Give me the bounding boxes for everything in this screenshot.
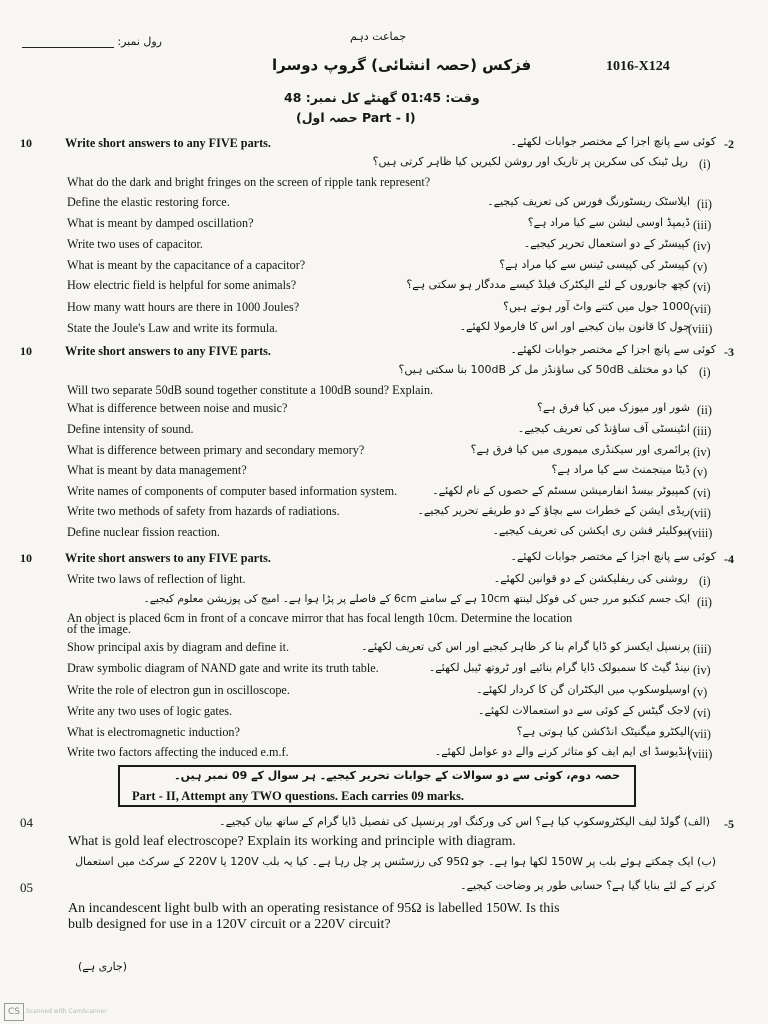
q3-part-1-num: (i) — [699, 365, 711, 379]
q3-heading-ur: کوئی سے پانچ اجزا کے مختصر جوابات لکھئے۔ — [510, 343, 716, 356]
q5a-en: What is gold leaf electroscope? Explain its working and principle with diagram. — [68, 834, 516, 849]
q2-part-8-ur: جول کا قانون بیان کیجیے اور اس کا فارمولا لکھئے۔ — [459, 320, 690, 333]
q4-part-8-ur: انڈیوسڈ ای ایم ایف کو متاثر کرنے والے دو عوامل لکھئے۔ — [434, 745, 690, 758]
roll-number-label: رول نمبر: — [117, 35, 162, 48]
q4-part-8-num: (viii) — [688, 747, 713, 761]
q3-part-2-en: What is difference between noise and music? — [67, 401, 288, 415]
q3-part-7-num: (vii) — [690, 506, 711, 520]
q5b-en-cont: bulb designed for use in a 120V circuit or a 220V circuit? — [68, 917, 391, 932]
q3-part-5-num: (v) — [693, 465, 708, 479]
q3-part-3-ur: انٹینسٹی آف ساؤنڈ کی تعریف کیجیے۔ — [517, 422, 690, 435]
q2-part-8-num: (viii) — [688, 322, 713, 336]
q3-part-4-ur: پرائمری اور سیکنڈری میموری میں کیا فرق ہے؟ — [470, 443, 690, 456]
q4-part-1-num: (i) — [699, 574, 711, 588]
q2-part-6-ur: کچھ جانوروں کے لئے الیکٹرک فیلڈ کیسے مددگار ہو سکتی ہے؟ — [406, 278, 690, 291]
q3-part-6-en: Write names of components of computer based information system. — [67, 484, 398, 498]
q4-part-2-en-cont: of the image. — [67, 622, 131, 636]
q2-part-3-num: (iii) — [693, 218, 712, 232]
q4-part-4-ur: نینڈ گیٹ کا سمبولک ڈایا گرام بنائیے اور ٹروتھ ٹیبل لکھئے۔ — [428, 661, 690, 674]
q2-part-5-ur: کپیسٹر کی کپیسی ٹینس سے کیا مراد ہے؟ — [499, 258, 690, 271]
q3-part-8-num: (viii) — [688, 526, 713, 540]
q4-part-5-num: (v) — [693, 685, 708, 699]
part-two-instruction-ur: حصہ دوم، کوئی سے دو سوالات کے جوابات تحریر کیجیے۔ ہر سوال کے 09 نمبر ہیں۔ — [174, 769, 620, 782]
q2-part-3-en: What is meant by damped oscillation? — [67, 216, 254, 230]
q4-part-3-num: (iii) — [693, 642, 712, 656]
time-and-marks: وقت: 01:45 گھنٹے کل نمبر: 48 — [284, 90, 480, 105]
q4-number: -4 — [724, 552, 734, 566]
q2-part-8-en: State the Joule's Law and write its formula. — [67, 321, 278, 335]
q4-part-3-en: Show principal axis by diagram and define it. — [67, 640, 290, 654]
q3-part-7-ur: ریڈی ایشن کے خطرات سے بچاؤ کے دو طریقے تحریر کیجیے۔ — [417, 504, 690, 517]
q3-part-6-num: (vi) — [693, 486, 711, 500]
q3-part-7-en: Write two methods of safety from hazards of radiations. — [67, 504, 340, 518]
q2-part-3-ur: ڈیمپڈ اوسی لیشن سے کیا مراد ہے؟ — [527, 216, 690, 229]
paper-code: 1016-X124 — [606, 59, 670, 74]
q2-part-5-num: (v) — [693, 260, 708, 274]
part-two-instruction-box — [118, 765, 636, 807]
q2-part-5-en: What is meant by the capacitance of a capacitor? — [67, 258, 306, 272]
part-one-label: (Part - I حصہ اول) — [296, 110, 416, 125]
q3-heading-en: Write short answers to any FIVE parts. — [65, 344, 271, 358]
q4-marks: 10 — [20, 551, 32, 565]
q2-part-4-en: Write two uses of capacitor. — [67, 237, 203, 251]
q5b-marks: 05 — [20, 880, 33, 895]
q2-part-6-en: How electric field is helpful for some animals? — [67, 278, 297, 292]
q2-heading-en: Write short answers to any FIVE parts. — [65, 136, 271, 150]
q3-marks: 10 — [20, 344, 32, 358]
part-two-instruction-en: Part - II, Attempt any TWO questions. Each carries 09 marks. — [132, 789, 465, 803]
subject-title: فزکس (حصہ انشائی) گروپ دوسرا — [272, 56, 532, 74]
q2-part-6-num: (vi) — [693, 280, 711, 294]
q2-part-4-num: (iv) — [693, 239, 711, 253]
q4-part-1-en: Write two laws of reflection of light. — [67, 572, 246, 586]
q5b-ur: (ب) ایک چمکتے ہوئے بلب پر 150W لکھا ہوا ہے۔ جو 95Ω کی رزسٹنس پر چل رہا ہے۔ کیا یہ بلب 120V یا 220V کے سرکٹ میں استعمال — [75, 855, 716, 868]
q4-part-3-ur: پرنسپل ایکسز کو ڈایا گرام بنا کر ظاہر کیجیے اور اس کی تعریف لکھئے۔ — [361, 640, 690, 653]
q4-heading-en: Write short answers to any FIVE parts. — [65, 551, 271, 565]
q2-part-4-ur: کپیسٹر کے دو استعمال تحریر کیجیے۔ — [523, 237, 690, 250]
q5a-marks: 04 — [20, 815, 33, 830]
q2-part-2-ur: ایلاسٹک ریسٹورنگ فورس کی تعریف کیجیے۔ — [487, 195, 690, 208]
q5b-ur-cont: کرنے کے لئے بنایا گیا ہے؟ حسابی طور پر وضاحت کیجیے۔ — [460, 879, 716, 892]
q2-part-7-num: (vii) — [690, 302, 711, 316]
q4-part-7-en: What is electromagnetic induction? — [67, 725, 240, 739]
q3-part-4-num: (iv) — [693, 445, 711, 459]
q2-part-7-ur: 1000 جول میں کتنے واٹ آور ہوتے ہیں؟ — [503, 300, 690, 313]
q3-part-3-en: Define intensity of sound. — [67, 422, 194, 436]
q3-part-1-ur: کیا دو مختلف 50dB کی ساؤنڈز مل کر 100dB بنا سکتی ہیں؟ — [398, 363, 688, 376]
q2-heading-ur: کوئی سے پانچ اجزا کے مختصر جوابات لکھئے۔ — [510, 135, 716, 148]
q4-part-6-en: Write any two uses of logic gates. — [67, 704, 233, 718]
q2-part-7-en: How many watt hours are there in 1000 Joules? — [67, 300, 300, 314]
q4-part-1-ur: روشنی کی ریفلیکشن کے دو قوانین لکھئے۔ — [493, 572, 688, 585]
q4-part-7-num: (vii) — [690, 727, 711, 741]
q3-number: -3 — [724, 345, 734, 359]
q4-part-2-en: An object is placed 6cm in front of a concave mirror that has focal length 10cm. Determine the location — [67, 611, 573, 625]
q3-part-8-ur: نیوکلیئر فشن ری ایکشن کی تعریف کیجیے۔ — [492, 524, 690, 537]
q2-part-2-num: (ii) — [697, 197, 712, 211]
roll-number-line — [22, 47, 114, 48]
q3-part-5-ur: ڈیٹا مینجمنٹ سے کیا مراد ہے؟ — [551, 463, 690, 476]
q4-part-4-en: Draw symbolic diagram of NAND gate and write its truth table. — [67, 661, 379, 675]
q2-part-1-num: (i) — [699, 157, 711, 171]
q4-part-4-num: (iv) — [693, 663, 711, 677]
q3-part-8-en: Define nuclear fission reaction. — [67, 525, 220, 539]
q4-part-6-num: (vi) — [693, 706, 711, 720]
q3-part-5-en: What is meant by data management? — [67, 463, 247, 477]
q4-part-2-num: (ii) — [697, 595, 712, 609]
q5b-en: An incandescent light bulb with an operating resistance of 95Ω is labelled 150W. Is this — [68, 901, 560, 916]
camscanner-logo: CS — [4, 1003, 24, 1021]
q4-part-6-ur: لاجک گیٹس کے کوئی سے دو استعمالات لکھئے۔ — [478, 704, 690, 717]
q4-part-5-en: Write the role of electron gun in oscilloscope. — [67, 683, 290, 697]
q4-part-7-ur: الیکٹرو میگنیٹک انڈکشن کیا ہوتی ہے؟ — [516, 725, 690, 738]
q3-part-1-en: Will two separate 50dB sound together constitute a 100dB sound? Explain. — [67, 383, 434, 397]
class-title: جماعت دہم — [350, 30, 407, 43]
q4-part-5-ur: اوسیلوسکوپ میں الیکٹران گن کا کردار لکھئے۔ — [476, 683, 690, 696]
q5-number: -5 — [724, 817, 734, 831]
q2-marks: 10 — [20, 136, 32, 150]
q4-part-8-en: Write two factors affecting the induced e.m.f. — [67, 745, 289, 759]
scanner-watermark: Scanned with CamScanner — [26, 1008, 107, 1015]
q2-number: -2 — [724, 137, 734, 151]
q3-part-2-num: (ii) — [697, 403, 712, 417]
q5a-ur: (الف) گولڈ لیف الیکٹروسکوپ کیا ہے؟ اس کی ورکنگ اور پرنسپل کی تفصیل ڈایا گرام کے ساتھ بیان کیجیے۔ — [219, 815, 710, 828]
continued-label: (جاری ہے) — [78, 960, 128, 973]
q2-part-1-en: What do the dark and bright fringes on the screen of ripple tank represent? — [67, 175, 431, 189]
q3-part-3-num: (iii) — [693, 424, 712, 438]
q2-part-2-en: Define the elastic restoring force. — [67, 195, 230, 209]
q3-part-2-ur: شور اور میوزک میں کیا فرق ہے؟ — [536, 401, 690, 414]
q3-part-4-en: What is difference between primary and secondary memory? — [67, 443, 365, 457]
q3-part-6-ur: کمپیوٹر بیسڈ انفارمیشن سسٹم کے حصوں کے نام لکھئے۔ — [432, 484, 690, 497]
q4-heading-ur: کوئی سے پانچ اجزا کے مختصر جوابات لکھئے۔ — [510, 550, 716, 563]
q4-part-2-ur: ایک جسم کنکیو مرر جس کی فوکل لینتھ 10cm ہے کے سامنے 6cm کے فاصلے پر پڑا ہوا ہے۔ امیج کی پوزیشن معلوم کیجیے۔ — [143, 593, 690, 605]
q2-part-1-ur: رپل ٹینک کی سکرین پر تاریک اور روشن لکیریں کیا ظاہر کرتی ہیں؟ — [372, 155, 688, 168]
